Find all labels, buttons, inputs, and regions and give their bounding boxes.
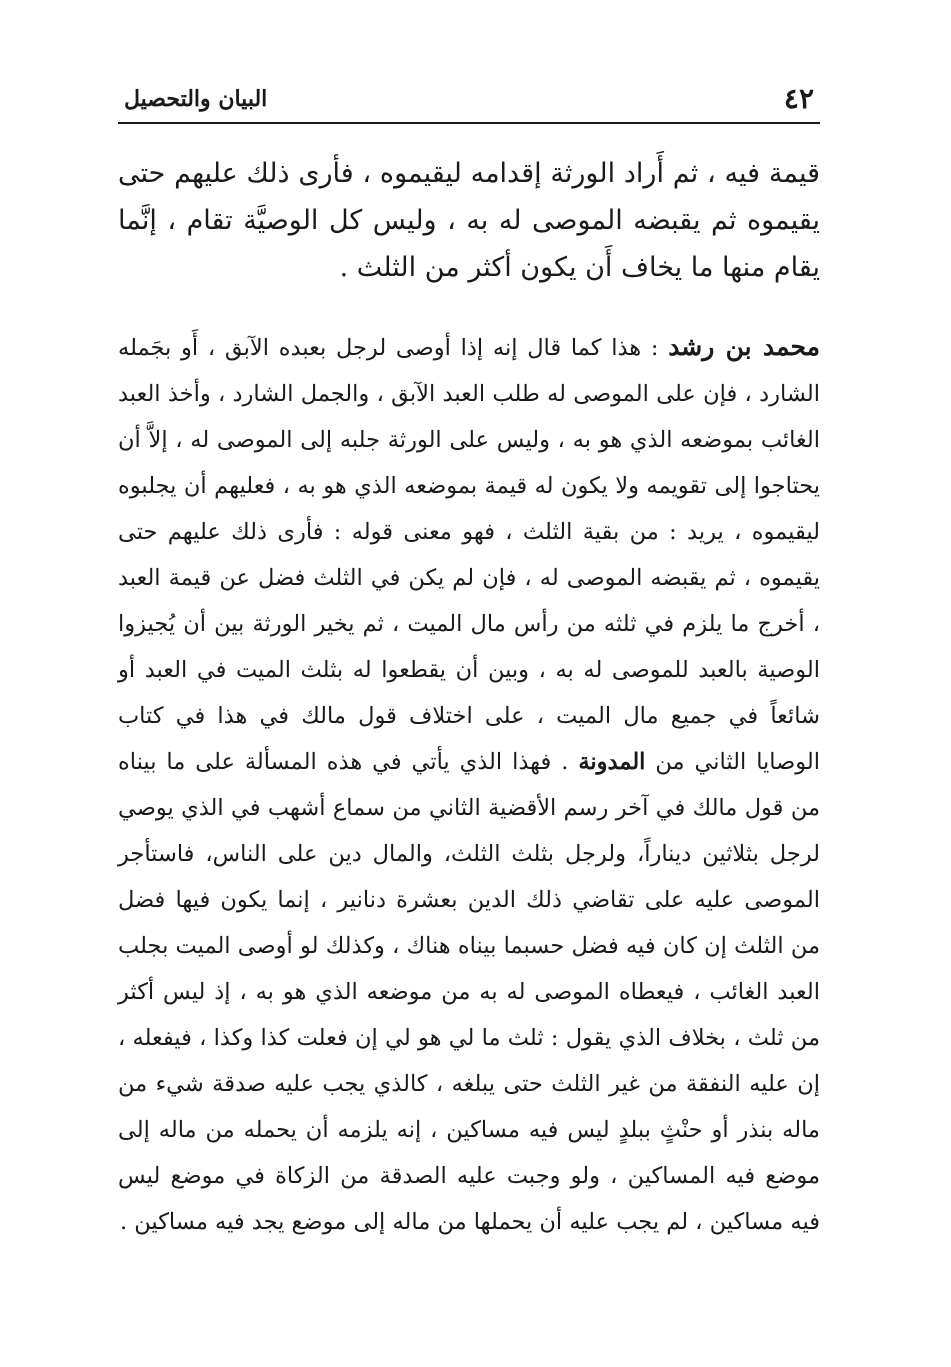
intro-text: قيمة فيه ، ثم أَراد الورثة إقدامه ليقيموه ، فأرى ذلك عليهم حتى يقيموه ثم يقبضه الموصى له به ، وليس كل الوصيَّة تقام ، إنَّما يقام منها ما يخاف أَن يكون أكثر من الثلث . bbox=[118, 158, 820, 283]
header-rule bbox=[118, 122, 820, 124]
running-header bbox=[118, 78, 820, 122]
commentary-text-part2: . فهذا الذي يأتي في هذه المسألة على ما بيناه من قول مالك في آخر رسم الأقضية الثاني من سماع أشهب في الذي يوصي لرجل بثلاثين ديناراً، ولرجل بثلث الثلث، والمال دين على الناس، فاستأجر الموصى عليه على تقاضي ذلك الدين بعشرة دنانير ، إنما يكون فيها فضل من الثلث إن كان فيه فضل حسبما بيناه هناك ، وكذلك لو أوصى الميت بجلب العبد الغائب ، فيعطاه الموصى له به من موضعه الذي هو به ، إذ ليس أكثر من ثلث ، بخلاف الذي يقول : ثلث ما لي هو لي إن فعلت كذا وكذا ، فيفعله ، إن عليه النفقة من غير الثلث حتى يبلغه ، كالذي يجب عليه صدقة شيء من ماله بنذر أو حنْثٍ ببلدٍ ليس فيه مساكين ، إنه يلزمه أن يحمله من ماله إلى موضع فيه المساكين ، ولو وجبت عليه الصدقة من الزكاة في موضع ليس فيه مساكين ، لم يجب عليه أن يحملها من ماله إلى موضع يجد فيه مساكين . bbox=[118, 749, 820, 1235]
speaker-separator: : bbox=[641, 335, 669, 361]
commentary-speaker: محمد بن رشد bbox=[668, 332, 820, 361]
intro-paragraph bbox=[118, 150, 820, 291]
book-title: البيان والتحصيل bbox=[124, 86, 268, 112]
commentary-paragraph bbox=[118, 324, 820, 1245]
book-reference: المدونة bbox=[578, 749, 646, 775]
page-number: ٤٢ bbox=[783, 82, 814, 115]
commentary-text-part1: هذا كما قال إنه إذا أوصى لرجل بعبده الآبق ، أَو بجَمله الشارد ، فإن على الموصى له طلب العبد الآبق ، والجمل الشارد ، وأخذ العبد الغائب بموضعه الذي هو به ، وليس على الورثة جلبه إلى الموصى له ، إلاَّ أن يحتاجوا إلى تقويمه ولا يكون له قيمة بموضعه الذي هو به ، فعليهم أن يجلبوه ليقيموه ، يريد : من بقية الثلث ، فهو معنى قوله : فأرى ذلك عليهم حتى يقيموه ، ثم يقبضه الموصى له ، فإن لم يكن في الثلث فضل عن قيمة العبد ، أخرج ما يلزم في ثلثه من رأس مال الميت ، ثم يخير الورثة بين أن يُجيزوا الوصية بالعبد للموصى له به ، وبين أن يقطعوا له بثلث الميت في العبد أو شائعاً في جميع مال الميت ، على اختلاف قول مالك في هذا في كتاب الوصايا الثاني من bbox=[118, 335, 820, 775]
